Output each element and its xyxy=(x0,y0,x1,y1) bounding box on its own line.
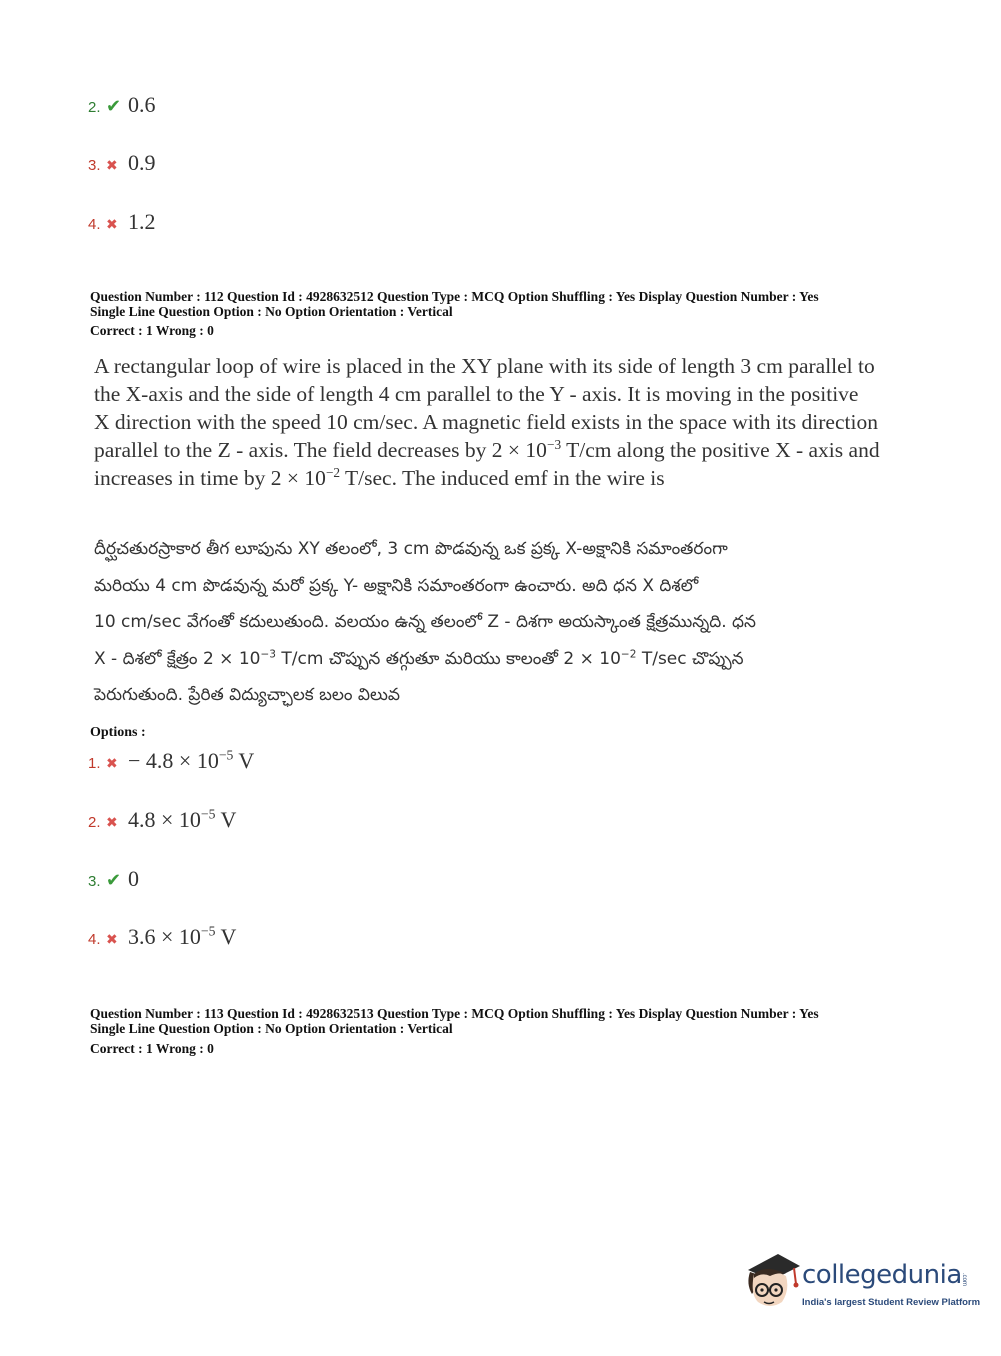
text-segment: parallel to the Z - axis. The field decreases by 2 × 10 xyxy=(94,438,547,462)
text-segment: X - దిశలో క్షేత్రం 2 × 10 xyxy=(94,648,261,669)
prev-option-3 xyxy=(88,150,156,176)
text-line xyxy=(94,641,906,678)
logo-domain: .com xyxy=(961,1273,967,1287)
prev-option-4 xyxy=(88,209,156,235)
text-segment: T/cm along the positive X - axis and xyxy=(561,438,880,462)
question-112-telugu xyxy=(94,531,906,714)
cross-icon: ✖ xyxy=(106,756,118,772)
exponent: −2 xyxy=(325,464,341,480)
text-segment: T/sec చొప్పున xyxy=(636,648,744,669)
q112-option-2 xyxy=(88,807,236,833)
q112-option-4 xyxy=(88,924,236,950)
option-number: 2. xyxy=(88,99,101,116)
cross-icon: ✖ xyxy=(106,815,118,831)
text-line: X direction with the speed 10 cm/sec. A magnetic field exists in the space with its direction xyxy=(94,410,878,434)
collegedunia-logo[interactable] xyxy=(742,1250,981,1320)
option-text: $4.8 \times 10^{-5}$ V xyxy=(128,806,237,832)
option-number: 4. xyxy=(88,216,101,233)
option-text: 0.6 xyxy=(128,92,156,117)
cross-icon: ✖ xyxy=(106,932,118,948)
text-line: A rectangular loop of wire is placed in the XY plane with its side of length 3 cm parallel to xyxy=(94,354,875,378)
check-icon: ✔ xyxy=(106,96,122,117)
option-text: 0.9 xyxy=(128,150,156,175)
option-text: 1.2 xyxy=(128,209,156,234)
exponent: −2 xyxy=(620,647,637,660)
exponent: −3 xyxy=(546,436,562,452)
option-number: 3. xyxy=(88,157,101,174)
text-segment: T/cm చొప్పున తగ్గుతూ మరియు కాలంతో 2 × 10 xyxy=(276,648,621,669)
option-number: 4. xyxy=(88,931,101,948)
meta-line: Single Line Question Option : No Option Orientation : Vertical xyxy=(90,1021,453,1036)
options-label: Options : xyxy=(90,725,146,740)
option-text: $3.6 \times 10^{-5}$ V xyxy=(128,923,237,949)
question-112-english xyxy=(94,352,906,492)
text-line: మరియు 4 cm పొడవున్న మరో ప్రక్క Y- అక్షానికి సమాంతరంగా ఉంచారు. అది ధన X దిశలో xyxy=(94,575,699,596)
text-segment: T/sec. The induced emf in the wire is xyxy=(340,466,665,490)
question-113-meta xyxy=(90,1006,819,1036)
text-line: పెరుగుతుంది. ప్రేరిత విద్యుచ్ఛాలక బలం విలువ xyxy=(94,685,401,705)
option-number: 2. xyxy=(88,814,101,831)
exponent: −3 xyxy=(260,647,276,660)
logo-wordmark: collegedunia xyxy=(802,1260,962,1290)
check-icon: ✔ xyxy=(106,870,122,891)
question-112-meta xyxy=(90,289,819,319)
logo-tagline: India's largest Student Review Platform xyxy=(802,1297,981,1308)
text-line xyxy=(94,436,906,464)
option-text: 0 xyxy=(128,866,139,891)
text-line xyxy=(94,464,906,492)
text-line: the X-axis and the side of length 4 cm parallel to the Y - axis. It is moving in the positive xyxy=(94,382,859,406)
text-line: దీర్ఘచతురస్రాకార తీగ లూపును XY తలంలో, 3 cm పొడవున్న ఒక ప్రక్క X-అక్షానికి సమాంతరంగా xyxy=(94,539,728,559)
q112-option-1 xyxy=(88,748,254,774)
prev-option-2 xyxy=(88,92,156,118)
cross-icon: ✖ xyxy=(106,217,118,233)
option-number: 1. xyxy=(88,755,101,772)
meta-line: Question Number : 112 Question Id : 4928632512 Question Type : MCQ Option Shuffling : Yes Display Question Number : Yes xyxy=(90,289,819,304)
cross-icon: ✖ xyxy=(106,158,118,174)
q112-option-3 xyxy=(88,866,139,892)
option-text: − $4.8 \times 10^{-5}$ V xyxy=(128,747,255,773)
meta-line: Single Line Question Option : No Option Orientation : Vertical xyxy=(90,304,453,319)
meta-line: Question Number : 113 Question Id : 4928632513 Question Type : MCQ Option Shuffling : Yes Display Question Number : Yes xyxy=(90,1006,819,1021)
question-112-score: Correct : 1 Wrong : 0 xyxy=(90,323,214,338)
option-number: 3. xyxy=(88,873,101,890)
text-line: 10 cm/sec వేగంతో కదులుతుంది. వలయం ఉన్న తలంలో Z - దిశగా అయస్కాంత క్షేత్రమున్నది. ధన xyxy=(94,612,756,632)
text-segment: increases in time by 2 × 10 xyxy=(94,466,326,490)
mascot-icon xyxy=(742,1250,802,1312)
question-113-score: Correct : 1 Wrong : 0 xyxy=(90,1041,214,1056)
